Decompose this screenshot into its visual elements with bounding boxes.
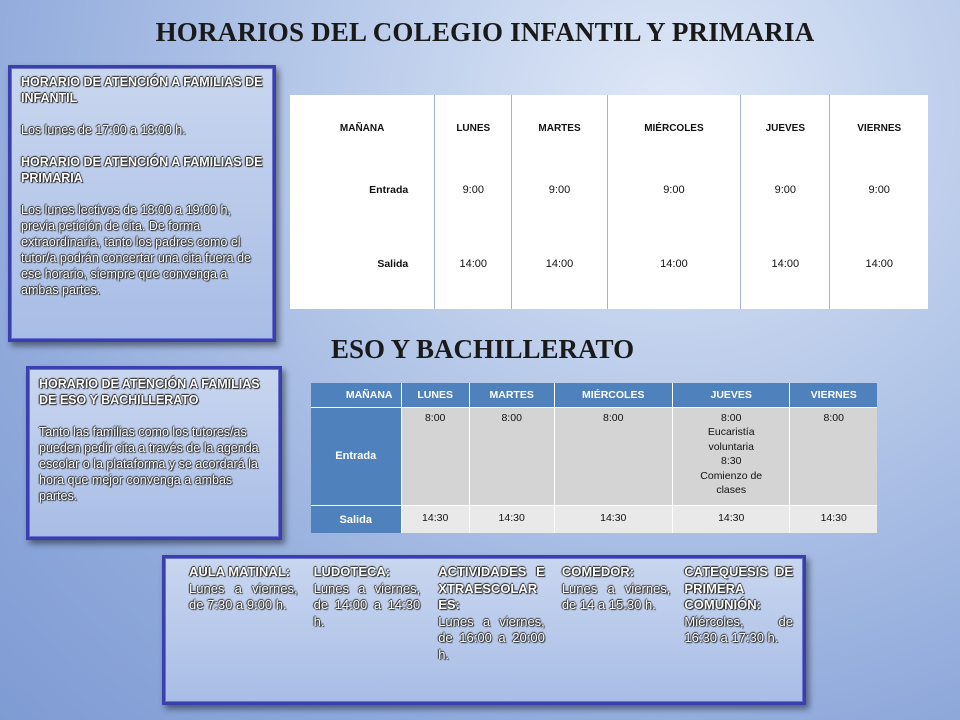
infantil-primaria-timetable: [290, 95, 928, 309]
section-title-eso: ESO Y BACHILLERATO: [331, 334, 635, 364]
table-header: JUEVES: [672, 383, 789, 407]
eso-heading: HORARIO DE ATENCIÓN A FAMILIAS DE ESO Y BACHILLERATO: [39, 377, 260, 407]
table-header: VIERNES: [790, 383, 877, 407]
table-row: [311, 407, 877, 506]
table-cell: 14:30: [401, 506, 469, 533]
table-header: MIÉRCOLES: [554, 383, 672, 407]
table-cell: 8:00: [469, 407, 554, 506]
row-label: Entrada: [369, 183, 409, 196]
primaria-schedule: Los lunes lectivos de 18:00 a 19:00 h, previa petición de cita. De forma extraordinaria, tanto los padres como el tutor/a podrán concertar una cita fuera de ese horario, siempre que convenga a ambas partes.: [21, 203, 252, 297]
table-cell: 14:00: [741, 218, 830, 309]
service-ludoteca: [314, 564, 421, 702]
table-row: [290, 218, 928, 309]
table-cell: 14:30: [672, 506, 789, 533]
service-name: COMEDOR:: [561, 564, 635, 579]
thursday-cell: [672, 407, 789, 506]
cell-line: Eucaristía: [707, 426, 755, 439]
cell-line: 8:30: [720, 455, 742, 468]
table-header: MARTES: [469, 383, 554, 407]
infantil-heading: HORARIO DE ATENCIÓN A FAMILIAS DE INFANTIL: [21, 75, 263, 105]
service-schedule: Lunes a viernes, de 16:00 a 20:00 h.: [438, 613, 545, 662]
table-cell: 14:00: [512, 218, 607, 309]
infantil-primaria-info-box: [8, 65, 276, 342]
cell-line: voluntaria: [708, 440, 754, 453]
table-header: MAÑANA: [339, 122, 385, 134]
service-name: LUDOTECA:: [313, 564, 391, 579]
table-cell: 9:00: [512, 161, 607, 218]
service-schedule: Lunes a viernes, de 14:00 a 14:30 h.: [313, 580, 421, 629]
infantil-schedule: Los lunes de 17:00 a 18:00 h.: [21, 123, 186, 137]
table-cell: 8:00: [554, 407, 672, 506]
services-box: [162, 555, 806, 705]
table-row: [290, 161, 928, 218]
cell-line: 8:00: [720, 411, 742, 424]
eso-info-box: [26, 366, 282, 540]
table-cell: 8:00: [790, 407, 877, 506]
page-title: HORARIOS DEL COLEGIO INFANTIL Y PRIMARIA: [155, 17, 815, 47]
table-header: MARTES: [512, 95, 607, 161]
service-name: ACTIVIDADES EXTRAESCOLARES:: [438, 564, 545, 612]
table-cell: 9:00: [607, 161, 740, 218]
service-actividades-extraescolares: [438, 564, 545, 702]
row-label: Salida: [311, 506, 401, 533]
row-label: Entrada: [311, 407, 401, 506]
table-cell: 9:00: [741, 161, 830, 218]
service-name: AULA MATINAL:: [189, 564, 291, 579]
table-cell: 9:00: [830, 161, 928, 218]
table-header: LUNES: [435, 95, 512, 161]
table-header: MAÑANA: [311, 383, 401, 407]
service-comedor: [562, 564, 671, 702]
table-cell: 14:30: [790, 506, 877, 533]
service-name: CATEQUESIS DE PRIMERA COMUNIÓN:: [684, 564, 793, 612]
table-header: LUNES: [401, 383, 469, 407]
row-label: Salida: [377, 257, 409, 270]
table-cell: 14:00: [435, 218, 512, 309]
table-header: MIÉRCOLES: [607, 95, 740, 161]
service-catequesis: [684, 564, 793, 702]
primaria-heading: HORARIO DE ATENCIÓN A FAMILIAS DE PRIMARIA: [21, 155, 263, 185]
service-aula-matinal: [189, 564, 298, 702]
table-cell: 9:00: [435, 161, 512, 218]
cell-line: Comienzo de: [700, 469, 763, 482]
service-schedule: Lunes a viernes, de 7:30 a 9:00 h.: [189, 580, 298, 612]
service-schedule: Lunes a viernes, de 14 a 15.30 h.: [561, 580, 671, 612]
eso-timetable: [311, 383, 877, 533]
table-row: [311, 506, 877, 533]
service-schedule: Miércoles, de 16:30 a 17:30 h.: [684, 613, 793, 645]
cell-line: clases: [716, 484, 747, 497]
table-cell: 14:00: [830, 218, 928, 309]
table-header: VIERNES: [830, 95, 928, 161]
eso-text: Tanto las familias como los tutores/as pueden pedir cita a través de la agenda escolar o la plataforma y se acordará la hora que mejor convenga a ambas partes.: [39, 425, 259, 503]
table-cell: 14:30: [469, 506, 554, 533]
table-header: JUEVES: [741, 95, 830, 161]
table-cell: 14:30: [554, 506, 672, 533]
table-cell: 8:00: [401, 407, 469, 506]
table-cell: 14:00: [607, 218, 740, 309]
